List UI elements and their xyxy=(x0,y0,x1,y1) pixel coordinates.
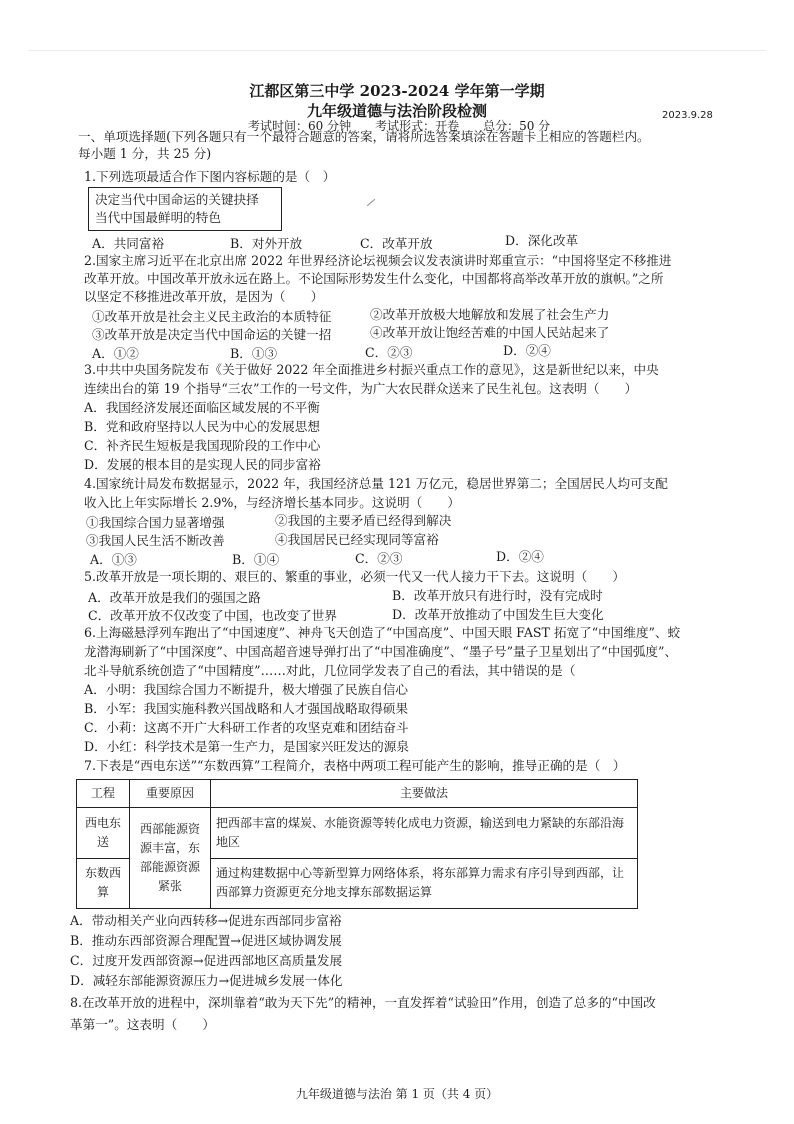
q3-line: 连续出台的第 19 个指导“三农”工作的一号文件，为广大农民群众送来了民生礼包。这表明（ ） xyxy=(84,381,638,396)
section-heading: 一、单项选择题(下列各题只有一个最符合题意的答案，请将所选答案填涂在答题卡上相应的答题栏内。 xyxy=(78,129,650,144)
q6-option-c: C．小莉：这离不开广大科研工作者的攻坚克难和团结奋斗 xyxy=(84,720,409,735)
section-heading-cont: 每小题 1 分，共 25 分) xyxy=(78,146,212,161)
pen-mark xyxy=(367,199,375,206)
q2-option-a: A．①② xyxy=(92,346,139,361)
q2-statement: ④改革开放让饱经苦难的中国人民站起来了 xyxy=(370,325,610,340)
exam-date: 2023.9.28 xyxy=(662,110,713,121)
q2-line: 2.国家主席习近平在北京出席 2022 年世界经济论坛视频会议发表演讲时郑重宣示：“中国将坚定不移推进 xyxy=(84,253,672,268)
q1-option-a: A．共同富裕 xyxy=(92,236,165,251)
table-cell-practice: 把西部丰富的煤炭、水能资源等转化成电力资源，输送到电力紧缺的东部沿海地区 xyxy=(211,808,638,858)
q7-option-b: B．推动东西部资源合理配置→促进区域协调发展 xyxy=(70,933,342,948)
q1-box-line2: 当代中国最鲜明的特色 xyxy=(95,210,221,225)
school-title: 江都区第三中学 2023-2024 学年第一学期 xyxy=(249,82,545,100)
q6-line: 龙潜海刷新了“中国深度”、中国高超音速导弹打出了“中国准确度”、“墨子号”量子卫星划出了“中国弧度”、 xyxy=(84,644,678,659)
table-header-cell: 重要原因 xyxy=(130,780,211,808)
q1-option-b: B．对外开放 xyxy=(230,236,303,251)
q7-table xyxy=(76,779,638,909)
q5-option-d: D．改革开放推动了中国发生巨大变化 xyxy=(392,607,604,622)
q2-statement: ②改革开放极大地解放和发展了社会生产力 xyxy=(370,307,610,322)
q3-option-a: A．我国经济发展还面临区域发展的不平衡 xyxy=(84,400,320,415)
q5-option-a: A．改革开放是我们的强国之路 xyxy=(88,590,261,605)
table-cell-project: 东数西算 xyxy=(77,858,130,908)
q2-option-c: C．②③ xyxy=(365,345,413,360)
q3-option-c: C．补齐民生短板是我国现阶段的工作中心 xyxy=(84,438,321,453)
q5-option-c: C．改革开放不仅改变了中国，也改变了世界 xyxy=(88,608,337,623)
q4-statement: ④我国居民已经实现同等富裕 xyxy=(275,532,439,547)
q7-option-d: D．减轻东部能源资源压力→促进城乡发展一体化 xyxy=(70,973,343,988)
q2-statement: ③改革开放是决定当代中国命运的关键一招 xyxy=(92,327,332,342)
q3-line: 3.中共中央国务院发布《关于做好 2022 年全面推进乡村振兴重点工作的意见》，这是新世纪以来，中央 xyxy=(84,362,659,377)
q6-line: 6.上海磁悬浮列车跑出了“中国速度”、神舟飞天创造了“中国高度”、中国天眼 FAST 拓宽了“中国维度”、蛟 xyxy=(84,625,681,640)
q5-stem: 5.改革开放是一项长期的、艰巨的、繁重的事业，必须一代又一代人接力干下去。这说明（ ） xyxy=(84,569,625,584)
q1-figure-box xyxy=(88,187,282,231)
table-header-cell: 主要做法 xyxy=(211,780,638,808)
q2-option-b: B．①③ xyxy=(230,346,278,361)
q6-line: 北斗导航系统创造了“中国精度”……对此，几位同学发表了自己的看法，其中错误的是（ xyxy=(84,663,576,678)
q4-option-b: B．①④ xyxy=(232,552,280,567)
q1-stem: 1.下列选项最适合作下图内容标题的是（ ） xyxy=(84,169,336,184)
q4-statement: ③我国人民生活不断改善 xyxy=(86,533,225,548)
q4-option-d: D．②④ xyxy=(496,549,544,564)
q2-line: 以坚定不移推进改革开放，是因为（ ） xyxy=(84,289,324,304)
q8-line: 革第一”。这表明（ ） xyxy=(70,1017,215,1032)
q6-option-a: A．小明：我国综合国力不断提升，极大增强了民族自信心 xyxy=(84,682,408,697)
q6-option-d: D．小红：科学技术是第一生产力，是国家兴旺发达的源泉 xyxy=(84,739,409,754)
q4-line: 收入比上年实际增长 2.9%，与经济增长基本同步。这说明（ ） xyxy=(84,495,461,510)
q4-option-c: C．②③ xyxy=(355,551,403,566)
q1-option-d: D．深化改革 xyxy=(505,233,579,248)
table-header-row xyxy=(77,780,638,808)
q7-option-a: A．带动相关产业向西转移→促进东西部同步富裕 xyxy=(70,913,342,928)
exam-title: 九年级道德与法治阶段检测 xyxy=(306,102,487,120)
q2-line: 改革开放。中国改革开放永远在路上。不论国际形势发生什么变化，中国都将高举改革开放的旗帜。”之所 xyxy=(84,271,664,286)
q3-option-d: D．发展的根本目的是实现人民的同步富裕 xyxy=(84,457,321,472)
q4-option-a: A．①③ xyxy=(90,552,137,567)
q6-option-b: B．小军：我国实施科教兴国战略和人才强国战略取得硕果 xyxy=(84,701,409,716)
top-divider xyxy=(28,50,766,51)
table-cell-reason: 西部能源资源丰富，东部能源资源紧张 xyxy=(130,808,211,909)
table-cell-project: 西电东送 xyxy=(77,808,130,858)
q7-stem: 7.下表是“西电东送”“东数西算”工程简介，表格中两项工程可能产生的影响，推导正确的是（ ） xyxy=(84,758,626,773)
q4-statement: ②我国的主要矛盾已经得到解决 xyxy=(275,513,452,528)
q1-box-line1: 决定当代中国命运的关键抉择 xyxy=(95,192,259,207)
q4-statement: ①我国综合国力显著增强 xyxy=(86,515,225,530)
table-header-cell: 工程 xyxy=(77,780,130,808)
q2-option-d: D．②④ xyxy=(503,343,551,358)
q1-option-c: C．改革开放 xyxy=(360,236,433,251)
q2-statement: ①改革开放是社会主义民主政治的本质特征 xyxy=(92,309,332,324)
q3-option-b: B．党和政府坚持以人民为中心的发展思想 xyxy=(84,419,320,434)
q8-line: 8.在改革开放的进程中，深圳靠着“敢为天下先”的精神，一直发挥着“试验田”作用，创造了总多的“中国改 xyxy=(70,995,656,1010)
table-row xyxy=(77,808,638,858)
q7-option-c: C．过度开发西部资源→促进西部地区高质量发展 xyxy=(70,953,343,968)
page-footer: 九年级道德与法治 第 1 页（共 4 页） xyxy=(295,1087,499,1101)
q4-line: 4.国家统计局发布数据显示，2022 年，我国经济总量 121 万亿元，稳居世界第二；全国居民人均可支配 xyxy=(84,476,668,491)
exam-info: 考试时间：60 分钟 考试形式：开卷 总分：50 分 xyxy=(248,119,551,133)
q5-option-b: B．改革开放只有进行时，没有完成时 xyxy=(392,588,603,603)
table-cell-practice: 通过构建数据中心等新型算力网络体系，将东部算力需求有序引导到西部，让西部算力资源更充分地支撑东部数据运算 xyxy=(211,858,638,908)
